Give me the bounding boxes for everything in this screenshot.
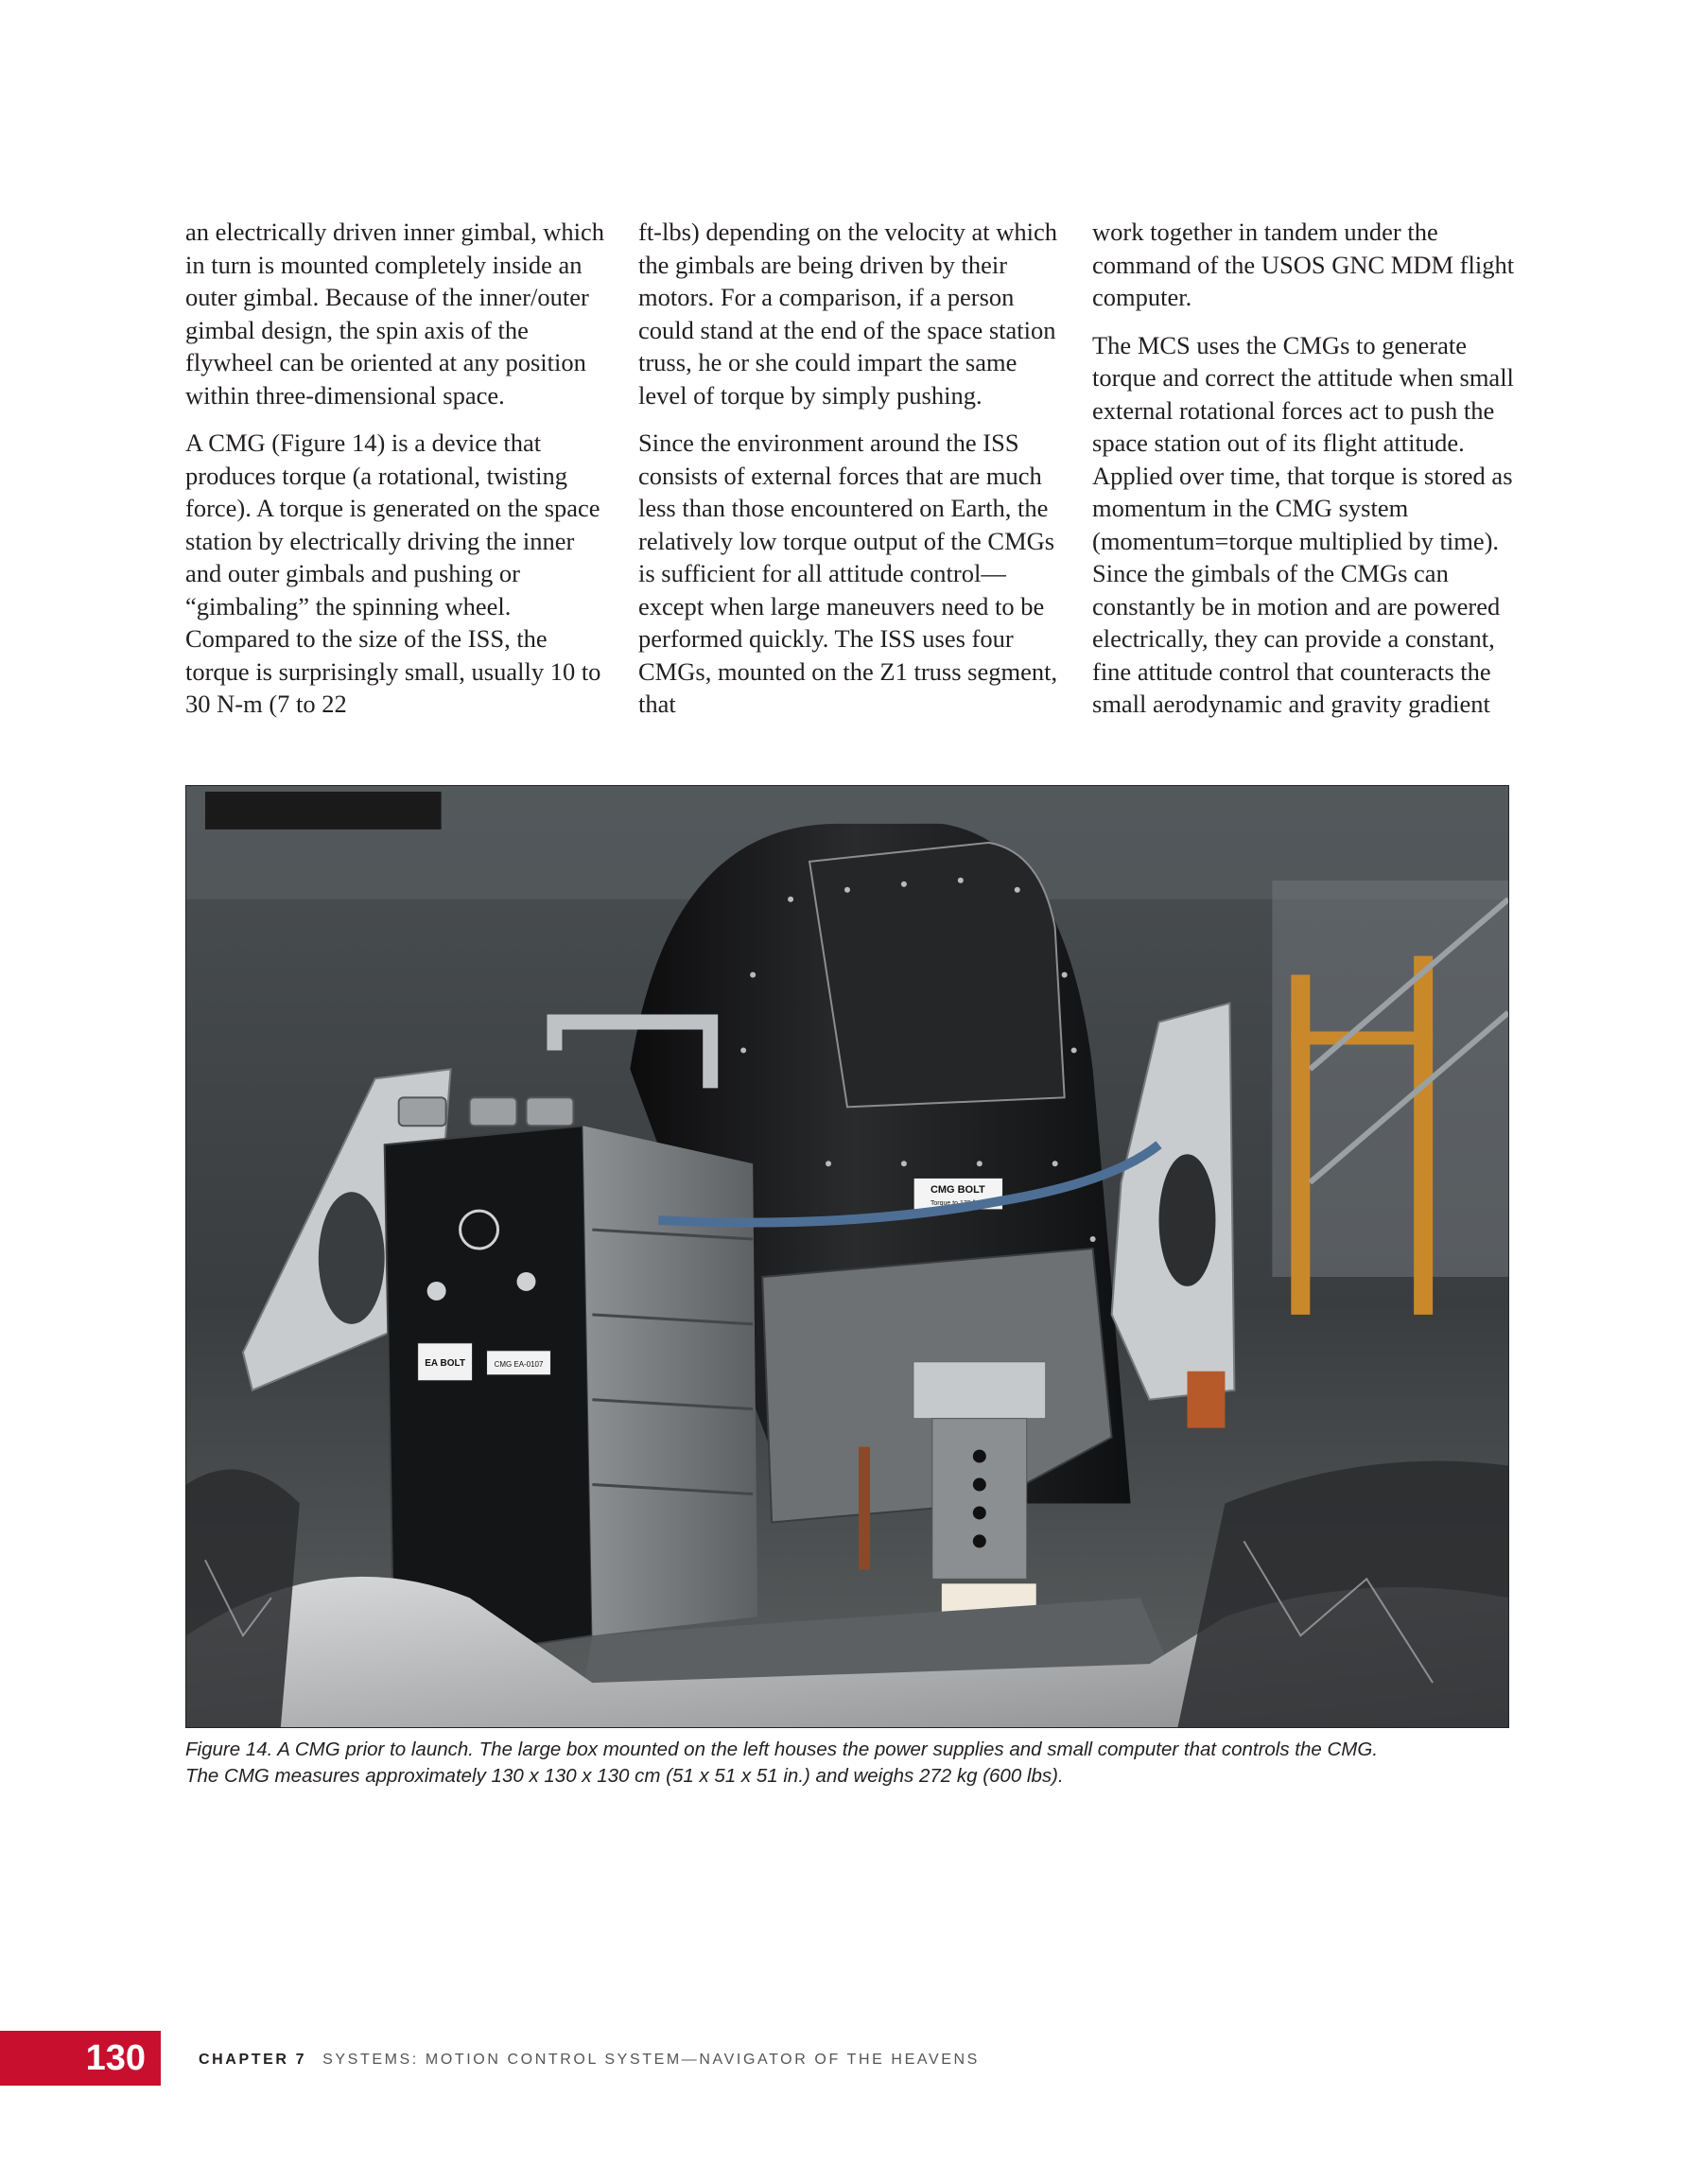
page-number: 130 xyxy=(85,2038,146,2078)
cmg-illustration xyxy=(186,786,1508,1727)
cmg-ea-label: CMG EA-0107 xyxy=(494,1359,544,1369)
text-column-2 xyxy=(638,216,1064,736)
text-column-3 xyxy=(1092,216,1518,736)
paragraph: work together in tandem under the command of the USOS GNC MDM flight computer. xyxy=(1092,218,1515,311)
paragraph: A CMG (Figure 14) is a device that produces torque (a rotational, twisting force). A torque is generated on the space station by electrically driving the inner and outer gimbals and pushing or “gimbaling” the spinning wheel. Compared to the size of the ISS, the torque is surprisingly small, usually 10 to 30 N-m (7 to 22 xyxy=(185,428,601,718)
paragraph: ft-lbs) depending on the velocity at which the gimbals are being driven by their motors. For a comparison, if a person could stand at the end of the space station truss, he or she could impart the same level of torque by simply pushing. xyxy=(638,218,1058,410)
text-column-1 xyxy=(185,216,611,736)
ea-bolt-label: EA BOLT xyxy=(425,1357,465,1369)
page-number-box xyxy=(0,2031,161,2086)
chapter-label: CHAPTER 7 xyxy=(199,2052,307,2068)
caption-line-1: Figure 14. A CMG prior to launch. The large box mounted on the left houses the power supplies and small computer that controls the CMG. xyxy=(185,1738,1379,1760)
figure-caption xyxy=(185,1737,1528,1790)
cmg-photo xyxy=(185,785,1509,1728)
cmg-bolt-torque-label: Torque to 170 lb-in xyxy=(930,1200,985,1208)
caption-line-2: The CMG measures approximately 130 x 130 x 130 cm (51 x 51 x 51 in.) and weighs 272 kg (600 lbs). xyxy=(185,1765,1064,1787)
running-footer xyxy=(199,2050,980,2070)
cmg-bolt-label: CMG BOLT xyxy=(930,1184,985,1197)
chapter-title: SYSTEMS: MOTION CONTROL SYSTEM—NAVIGATOR OF THE HEAVENS xyxy=(322,2052,980,2068)
paragraph: an electrically driven inner gimbal, which in turn is mounted completely inside an outer gimbal. Because of the inner/outer gimbal design, the spin axis of the flywheel can be oriented at any position within three-dimensional space. xyxy=(185,218,604,410)
paragraph: The MCS uses the CMGs to generate torque and correct the attitude when small external rotational forces act to push the space station out of its flight attitude. Applied over time, that torque is stored as momentum in the CMG system (momentum=torque multiplied by time). Since the gimbals of the CMGs can constantly be in motion and are powered electrically, they can provide a constant, fine attitude control that counteracts the small aerodynamic and gravity gradient xyxy=(1092,330,1514,718)
paragraph: Since the environment around the ISS consists of external forces that are much less than those encountered on Earth, the relatively low torque output of the CMGs is sufficient for all attitude control—except when large maneuvers need to be performed quickly. The ISS uses four CMGs, mounted on the Z1 truss segment, that xyxy=(638,428,1058,718)
